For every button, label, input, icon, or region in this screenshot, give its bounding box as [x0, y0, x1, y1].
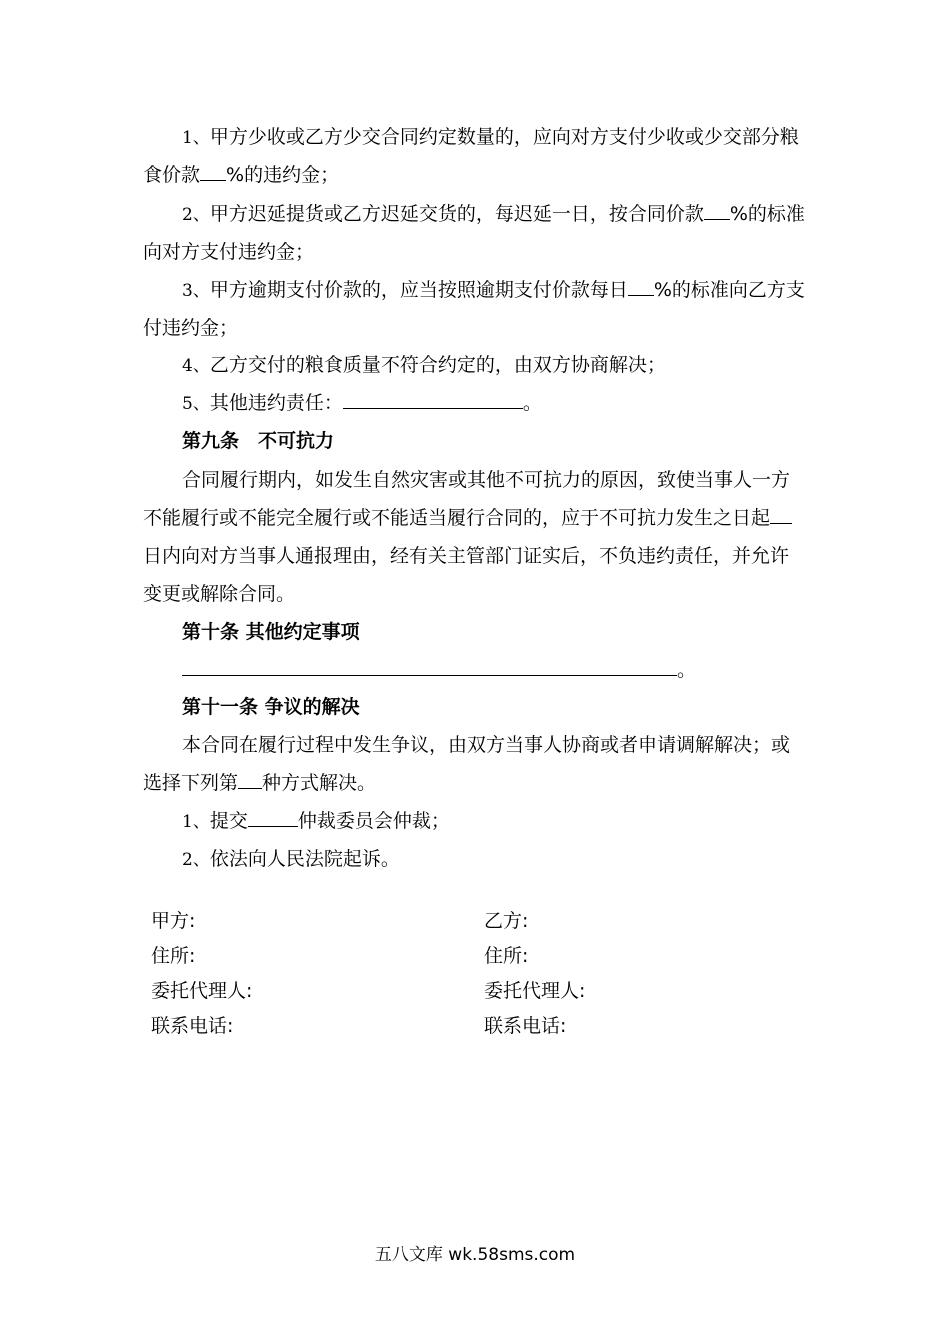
article-10-fill-line: 。 [182, 657, 696, 683]
article-11-line-1: 本合同在履行过程中发生争议，由双方当事人协商或者申请调解解决；或 [182, 734, 791, 756]
clause-2-line-2: 向对方支付违约金； [143, 241, 315, 263]
blank-line [704, 201, 730, 220]
clause-4-line: 4、乙方交付的粮食质量不符合约定的，由双方协商解决； [182, 354, 666, 376]
article-9-line-1: 合同履行期内，如发生自然灾害或其他不可抗力的原因，致使当事人一方 [182, 469, 791, 491]
blank-line [343, 390, 523, 409]
clause-3-number: 3、 [182, 281, 210, 301]
blank-line [770, 505, 792, 524]
clause-3-line-1: 3、甲方逾期支付价款的，应当按照逾期支付价款每日 %的标准向乙方支 [182, 279, 805, 301]
clause-1-number: 1、 [182, 128, 210, 148]
article-11-item-2: 2、依法向人民法院起诉。 [182, 848, 400, 870]
blank-line [628, 277, 654, 296]
clause-1-line-1: 1、甲方少收或乙方少交合同约定数量的，应向对方支付少收或少交部分粮 [182, 126, 799, 148]
blank-line [238, 770, 262, 789]
clause-5-number: 5、 [182, 394, 210, 414]
party-b-agent-label: 委托代理人: [484, 980, 586, 1002]
clause-1-line-2: 食价款 %的违约金； [143, 164, 340, 186]
party-a-label: 甲方: [151, 910, 196, 932]
article-11-item-1: 1、提交 仲裁委员会仲裁； [182, 810, 450, 832]
clause-2-line-1: 2、甲方迟延提货或乙方迟延交货的，每迟延一日，按合同价款 %的标准 [182, 203, 805, 225]
clause-4-number: 4、 [182, 356, 210, 376]
clause-3-line-2: 付违约金； [143, 317, 239, 339]
party-a-agent-label: 委托代理人: [151, 980, 253, 1002]
party-b-label: 乙方: [484, 910, 529, 932]
article-9-line-3: 日内向对方当事人通报理由，经有关主管部门证实后，不负违约责任，并允许 [143, 545, 790, 567]
article-9-line-4: 变更或解除合同。 [143, 583, 296, 605]
article-9-heading: 第九条 不可抗力 [182, 430, 335, 452]
blank-line [182, 657, 677, 676]
blank-line [200, 162, 226, 181]
article-11-heading: 第十一条 争议的解决 [182, 696, 360, 718]
article-9-line-2: 不能履行或不能完全履行或不能适当履行合同的，应于不可抗力发生之日起 [143, 505, 792, 531]
article-10-heading: 第十条 其他约定事项 [182, 621, 360, 643]
party-a-address-label: 住所: [151, 945, 196, 967]
item-1-number: 1、 [182, 812, 210, 832]
clause-5-line: 5、其他违约责任： 。 [182, 392, 542, 414]
item-2-number: 2、 [182, 850, 210, 870]
page-footer: 五八文库 wk.58sms.com [374, 1245, 576, 1265]
party-a-phone-label: 联系电话: [151, 1015, 234, 1037]
article-11-line-2: 选择下列第 种方式解决。 [143, 772, 377, 794]
blank-line [248, 808, 298, 827]
party-b-phone-label: 联系电话: [484, 1015, 567, 1037]
party-b-address-label: 住所: [484, 945, 529, 967]
clause-2-number: 2、 [182, 205, 210, 225]
